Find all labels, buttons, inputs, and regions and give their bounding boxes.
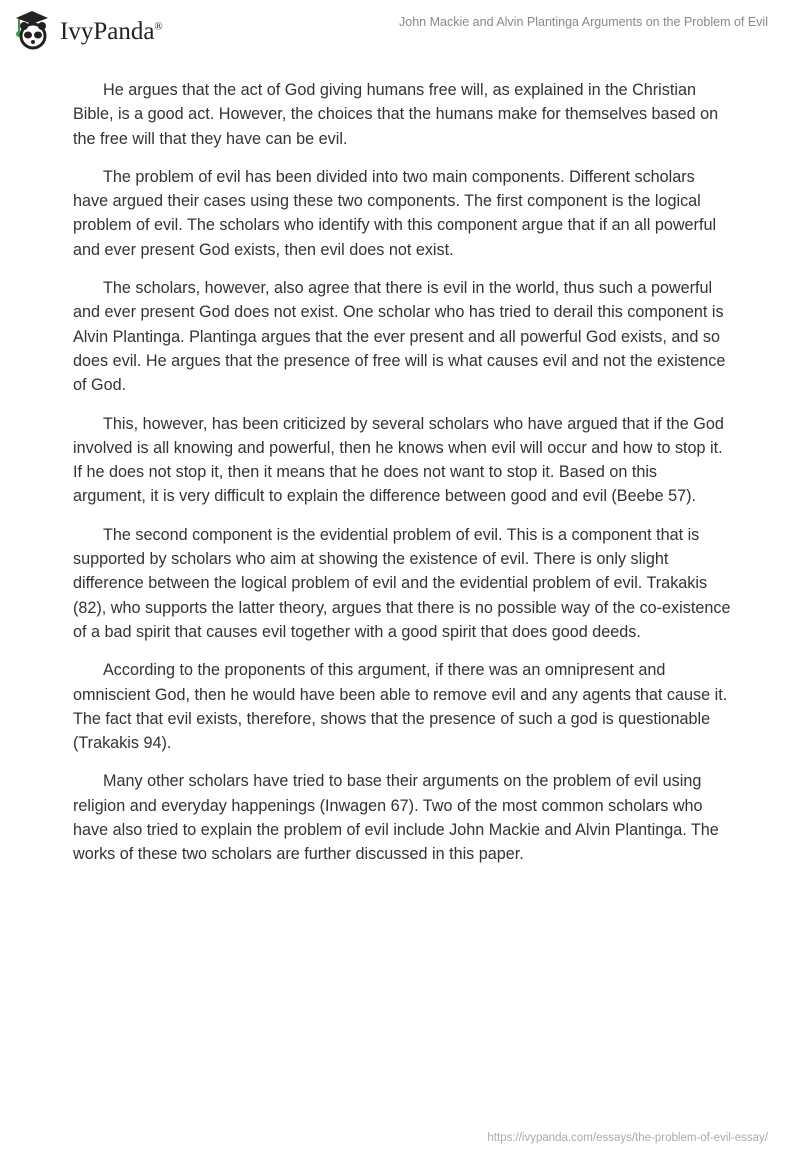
- paragraph: He argues that the act of God giving humans free will, as explained in the Christian Bible, is a good act. However, the choices that the humans make for themselves based on the free will that they have can be evil.: [73, 81, 719, 148]
- source-url[interactable]: https://ivypanda.com/essays/the-problem-of-evil-essay/: [487, 1132, 768, 1144]
- paragraph: According to the proponents of this argument, if there was an omnipresent and omniscient God, then he would have been able to remove evil and any agents that cause it. The fact that evil exists, therefore, shows that the presence of such a god is questionable (Trakakis 94).: [73, 661, 728, 753]
- paragraph: Many other scholars have tried to base their arguments on the problem of evil using religion and everyday happenings (Inwagen 67). Two of the most common scholars who have also tried to explain the problem of evil include John Mackie and Alvin Plantinga. The works of these two scholars are further discussed in this paper.: [73, 772, 719, 864]
- paragraph: The second component is the evidential problem of evil. This is a component that is supported by scholars who aim at showing the existence of evil. There is only slight difference between the logical problem of evil and the evidential problem of evil. Trakakis (82), who supports the latter theory, argues that there is no possible way of the co-existence of a bad spirit that causes evil together with a good spirit that does good deeds.: [73, 525, 731, 641]
- paragraph: The scholars, however, also agree that there is evil in the world, thus such a powerful and ever present God does not exist. One scholar who has tried to derail this component is Alvin Plantinga. Plantinga argues that the ever present and all powerful God exists, and so does evil. He argues that the presence of free will is what causes evil and not the existence of God.: [73, 279, 726, 395]
- brand-name: IvyPanda: [60, 18, 155, 45]
- ivypanda-logo[interactable]: [12, 8, 163, 50]
- registered-mark: ®: [154, 20, 163, 33]
- panda-graduate-icon: [12, 8, 52, 50]
- essay-body: [73, 78, 731, 881]
- paragraph: The problem of evil has been divided into two main components. Different scholars have argued their cases using these two components. The first component is the logical problem of evil. The scholars who identify with this component argue that if an all powerful and ever present God exists, then evil does not exist.: [73, 167, 717, 259]
- document-title: John Mackie and Alvin Plantinga Arguments on the Problem of Evil: [399, 15, 768, 29]
- paragraph: This, however, has been criticized by several scholars who have argued that if the God involved is all knowing and powerful, then he knows when evil will occur and how to stop it. If he does not stop it, then it means that he does not want to stop it. Based on this argument, it is very difficult to explain the difference between good and evil (Beebe 57).: [73, 414, 724, 506]
